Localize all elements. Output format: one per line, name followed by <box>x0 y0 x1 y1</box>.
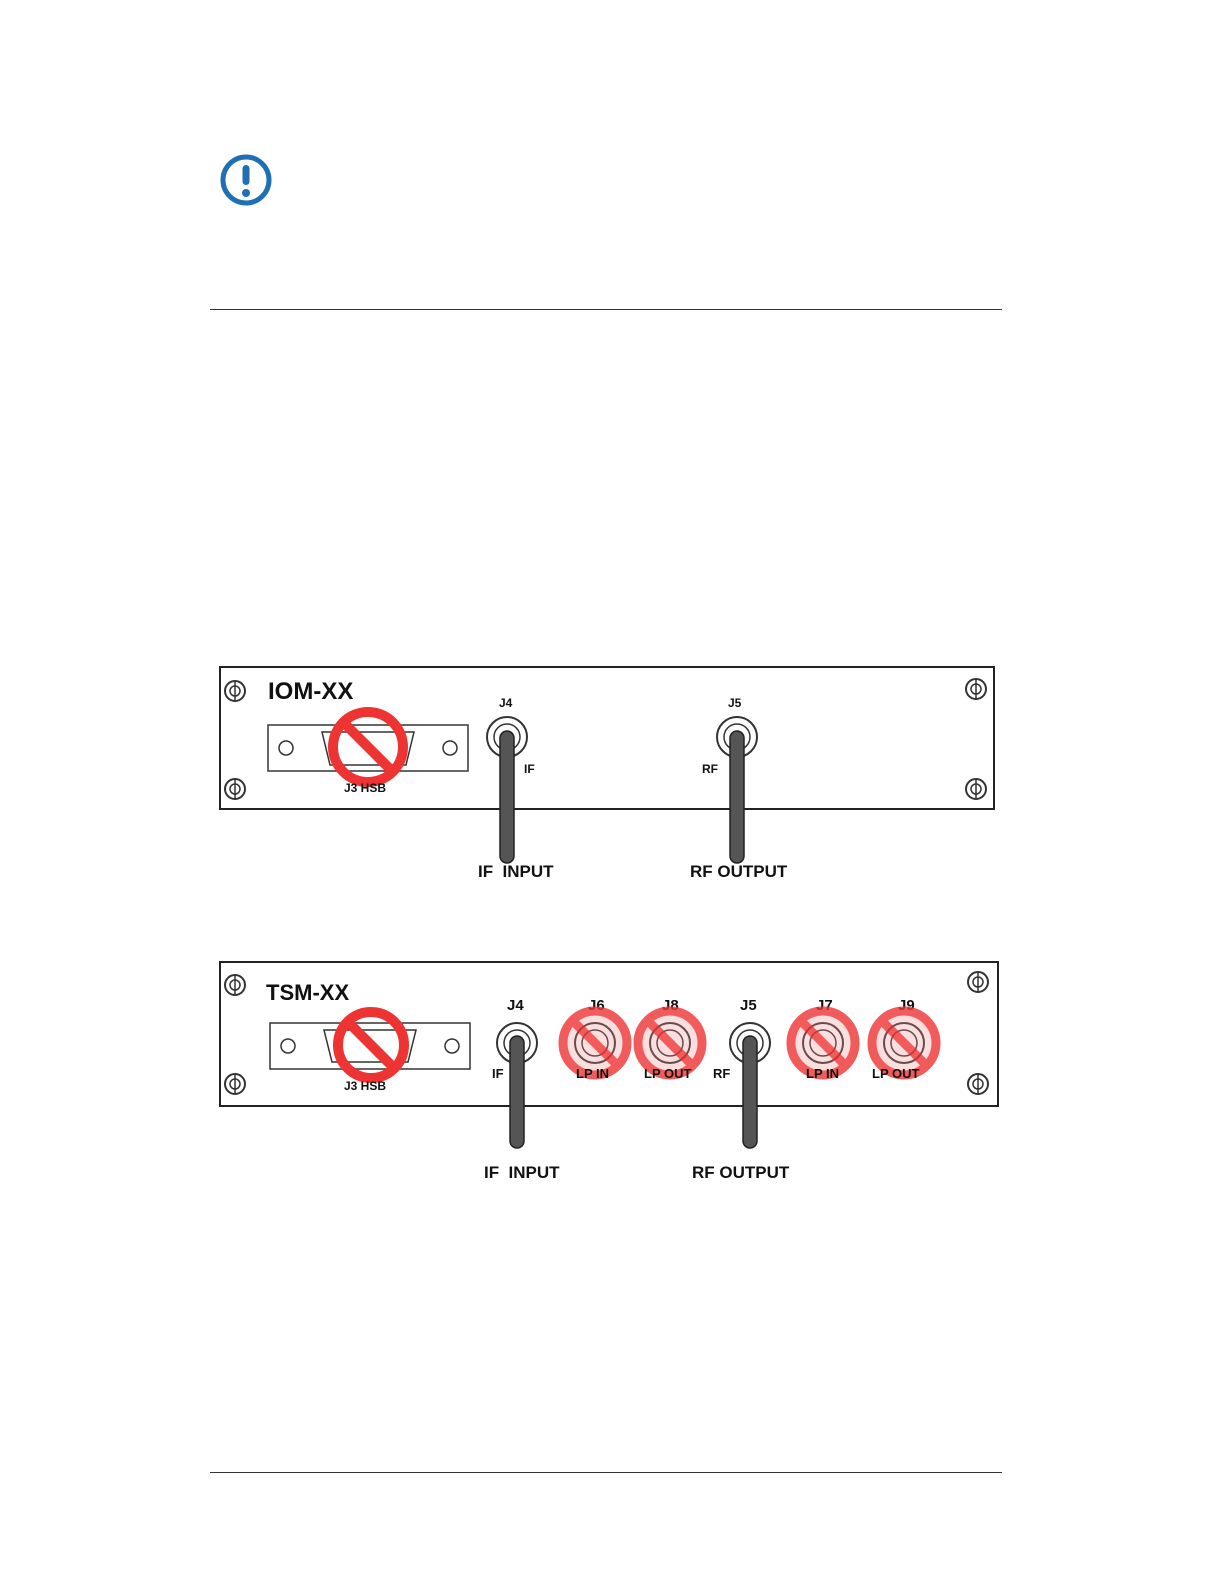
tsm-port-j7-label: J7 <box>816 997 833 1014</box>
tsm-rf-output-label: RF OUTPUT <box>692 1163 790 1182</box>
section-divider-top <box>210 309 1002 310</box>
tsm-port-j9-label: J9 <box>898 997 915 1014</box>
screw-icon <box>225 779 245 799</box>
tsm-if-input-label: IF INPUT <box>484 1163 560 1182</box>
exclamation-circle-icon <box>218 152 274 208</box>
tsm-port-j8-sub: LP OUT <box>644 1066 692 1081</box>
tsm-panel-title: TSM-XX <box>266 980 350 1005</box>
section-divider-bottom <box>210 1472 1002 1473</box>
tsm-port-j8-label: J8 <box>662 997 679 1014</box>
tsm-port-j5-label: J5 <box>740 997 757 1014</box>
tsm-port-j4-sub: IF <box>492 1066 504 1081</box>
iom-if-input-label: IF INPUT <box>478 862 554 881</box>
iom-hsb-label: J3 HSB <box>344 781 387 795</box>
tsm-port-j6-sub: LP IN <box>576 1066 609 1081</box>
iom-rf-cable <box>730 731 744 863</box>
iom-rf-output-label: RF OUTPUT <box>690 862 788 881</box>
screw-icon <box>225 975 245 995</box>
tsm-port-j7-sub: LP IN <box>806 1066 839 1081</box>
tsm-port-j5-sub: RF <box>713 1066 731 1081</box>
screw-icon <box>225 681 245 701</box>
iom-port-j5-label: J5 <box>728 696 742 710</box>
screw-icon <box>968 1074 988 1094</box>
screw-icon <box>225 1074 245 1094</box>
screw-icon <box>966 679 986 699</box>
tsm-port-j9-sub: LP OUT <box>872 1066 920 1081</box>
screw-icon <box>966 779 986 799</box>
iom-port-j5-sub: RF <box>702 762 718 776</box>
iom-if-cable <box>500 731 514 863</box>
screw-icon <box>968 972 988 992</box>
tsm-port-j4-label: J4 <box>507 997 524 1014</box>
iom-port-j4-label: J4 <box>499 696 513 710</box>
tsm-panel-figure <box>210 950 1010 1190</box>
tsm-if-cable <box>510 1036 524 1148</box>
tsm-port-j6-label: J6 <box>588 997 605 1014</box>
iom-panel-figure <box>210 655 1010 895</box>
tsm-rf-cable <box>743 1036 757 1148</box>
tsm-hsb-label: J3 HSB <box>344 1079 387 1093</box>
iom-panel-title: IOM-XX <box>268 678 354 705</box>
iom-port-j4-sub: IF <box>524 762 535 776</box>
